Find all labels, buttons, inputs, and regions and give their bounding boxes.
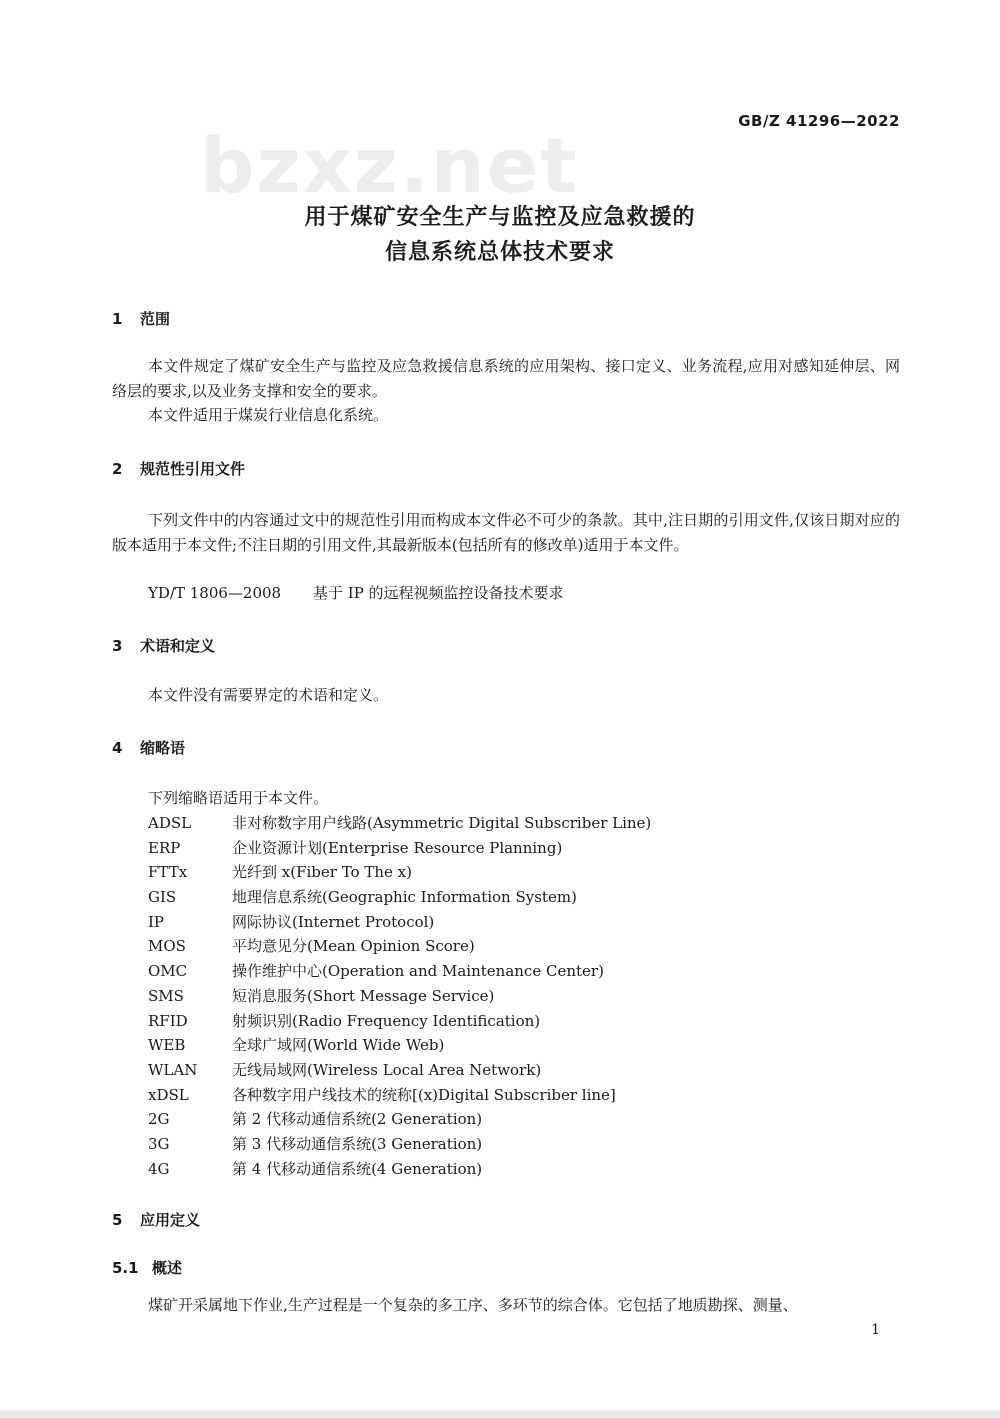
abbreviation-row <box>148 1033 651 1058</box>
abbreviation-definition: 短消息服务(Short Message Service) <box>232 986 495 1005</box>
abbreviation-row <box>148 836 651 861</box>
section-3-paragraph-1: 本文件没有需要界定的术语和定义。 <box>148 686 389 704</box>
section-title: 范围 <box>140 310 171 328</box>
normative-reference <box>148 581 564 606</box>
abbreviation-definition: 光纤到 x(Fiber To The x) <box>232 863 412 882</box>
abbreviation-row <box>148 860 651 885</box>
abbreviation-definition: 射频识别(Radio Frequency Identification) <box>232 1011 541 1030</box>
abbreviation-definition: 操作维护中心(Operation and Maintenance Center) <box>232 962 604 981</box>
abbreviation-term: FTTx <box>148 863 188 882</box>
abbreviation-row <box>148 959 651 984</box>
section-4-heading <box>112 737 185 758</box>
abbreviation-term: ADSL <box>148 814 192 832</box>
abbreviation-term: GIS <box>148 888 177 907</box>
section-number: 4 <box>112 739 123 757</box>
section-1-paragraph-2: 本文件适用于煤炭行业信息化系统。 <box>148 406 389 424</box>
abbreviation-term: ERP <box>148 838 181 857</box>
section-5-heading <box>112 1209 200 1230</box>
section-title: 应用定义 <box>140 1211 201 1229</box>
section-4-intro: 下列缩略语适用于本文件。 <box>148 789 329 807</box>
abbreviation-row <box>148 885 651 910</box>
watermark: bzxz.net <box>200 121 579 210</box>
abbreviation-row <box>148 1132 651 1157</box>
abbreviation-row <box>148 1009 651 1034</box>
section-title: 术语和定义 <box>140 637 216 655</box>
page-number: 1 <box>871 1322 880 1338</box>
abbreviation-term: 4G <box>148 1159 170 1178</box>
section-3-heading <box>112 635 215 656</box>
section-title: 缩略语 <box>140 739 186 757</box>
section-number: 3 <box>112 637 123 655</box>
abbreviation-definition: 平均意见分(Mean Opinion Score) <box>232 937 475 956</box>
abbreviation-term: 2G <box>148 1110 170 1129</box>
abbreviation-definition: 全球广域网(World Wide Web) <box>232 1036 445 1055</box>
abbreviation-term: OMC <box>148 962 188 981</box>
document-title-line-1: 用于煤矿安全生产与监控及应急救援的 <box>304 205 696 230</box>
abbreviation-list <box>148 811 651 1181</box>
abbreviation-row <box>148 1083 651 1108</box>
abbreviation-definition: 第 4 代移动通信系统(4 Generation) <box>232 1159 483 1178</box>
abbreviation-row <box>148 984 651 1009</box>
abbreviation-definition: 各种数字用户线技术的统称[(x)Digital Subscriber line] <box>232 1085 616 1104</box>
abbreviation-term: WEB <box>148 1036 186 1055</box>
reference-code: YD/T 1806—2008 <box>148 584 282 602</box>
abbreviation-definition: 网际协议(Internet Protocol) <box>232 912 435 931</box>
abbreviation-definition: 企业资源计划(Enterprise Resource Planning) <box>232 838 563 857</box>
abbreviation-term: IP <box>148 912 165 931</box>
section-5-1-paragraph-1: 煤矿开采属地下作业,生产过程是一个复杂的多工序、多环节的综合体。它包括了地质勘探、测量、 <box>148 1296 798 1314</box>
abbreviation-term: MOS <box>148 937 186 956</box>
section-number: 2 <box>112 460 123 478</box>
subsection-title: 概述 <box>152 1259 183 1277</box>
abbreviation-term: SMS <box>148 986 184 1005</box>
abbreviation-term: xDSL <box>148 1085 189 1104</box>
abbreviation-definition: 无线局域网(Wireless Local Area Network) <box>232 1060 542 1079</box>
document-title-line-2: 信息系统总体技术要求 <box>384 240 615 265</box>
section-number: 5 <box>112 1211 123 1229</box>
abbreviation-definition: 地理信息系统(Geographic Information System) <box>232 888 577 907</box>
abbreviation-row <box>148 1107 651 1132</box>
section-2-paragraph-1: 下列文件中的内容通过文中的规范性引用而构成本文件必不可少的条款。其中,注日期的引用文件,仅该日期对应的版本适用于本文件;不注日期的引用文件,其最新版本(包括所有的修改单)适用于本文件。 <box>112 511 900 554</box>
abbreviation-row <box>148 1157 651 1182</box>
abbreviation-term: 3G <box>148 1134 170 1153</box>
section-1-heading <box>112 308 170 329</box>
section-2-heading <box>112 458 245 479</box>
reference-title: 基于 IP 的远程视频监控设备技术要求 <box>313 584 564 602</box>
section-number: 1 <box>112 310 123 328</box>
subsection-number: 5.1 <box>112 1259 139 1277</box>
document-code: GB/Z 41296—2022 <box>738 112 900 130</box>
abbreviation-row <box>148 910 651 935</box>
abbreviation-row <box>148 1058 651 1083</box>
section-1-paragraph-1: 本文件规定了煤矿安全生产与监控及应急救援信息系统的应用架构、接口定义、业务流程,应用对感知延伸层、网络层的要求,以及业务支撑和安全的要求。 <box>112 357 900 400</box>
section-5-1-heading <box>112 1257 182 1278</box>
abbreviation-definition: 非对称数字用户线路(Asymmetric Digital Subscriber Line) <box>232 814 652 832</box>
abbreviation-definition: 第 2 代移动通信系统(2 Generation) <box>232 1110 483 1129</box>
abbreviation-row <box>148 934 651 959</box>
abbreviation-term: WLAN <box>148 1060 198 1079</box>
abbreviation-row <box>148 811 651 836</box>
section-title: 规范性引用文件 <box>140 460 246 478</box>
abbreviation-definition: 第 3 代移动通信系统(3 Generation) <box>232 1134 483 1153</box>
abbreviation-term: RFID <box>148 1011 188 1030</box>
